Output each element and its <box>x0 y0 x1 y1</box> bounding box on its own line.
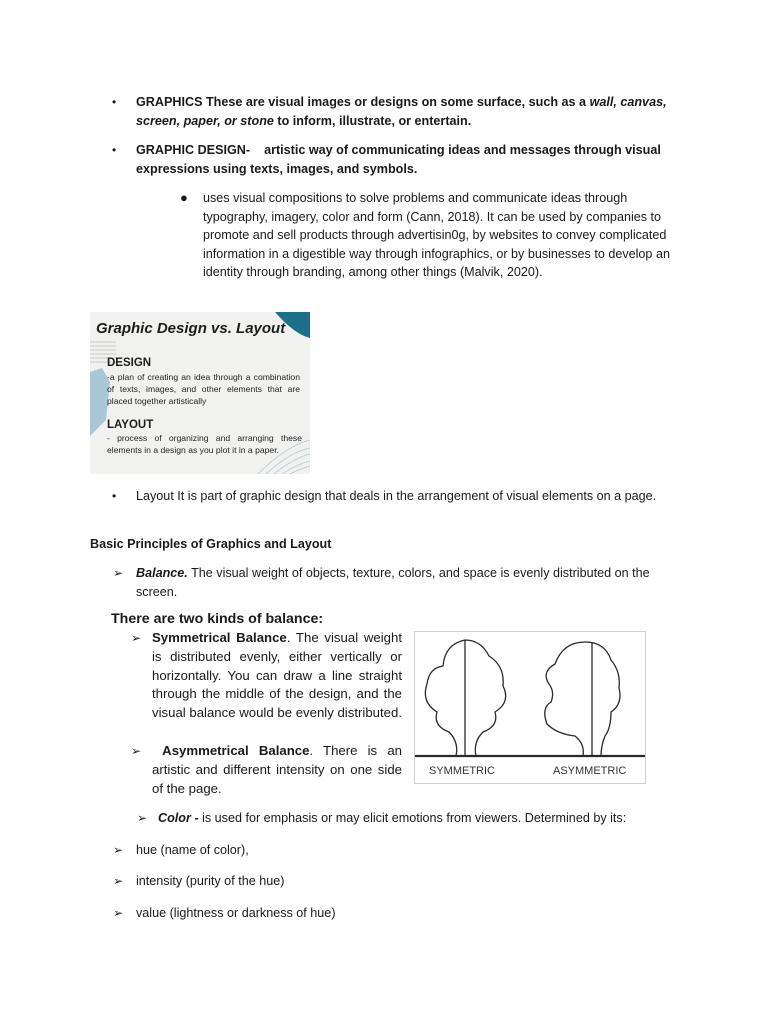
balance-kinds-heading: There are two kinds of balance: <box>111 611 324 627</box>
sub-bullet-marker: ● <box>180 190 188 205</box>
color-item-intensity: intensity (purity of the hue) <box>136 874 285 888</box>
color-item-value: value (lightness or darkness of hue) <box>136 906 336 920</box>
bullet-marker: • <box>112 489 117 503</box>
graphics-text-italic: wall, canvas, screen, paper, or stone <box>136 95 667 128</box>
arrow-marker: ➢ <box>131 744 142 758</box>
color-item-hue: hue (name of color), <box>136 843 249 857</box>
arrow-marker: ➢ <box>137 811 148 825</box>
graphic-design-definition <box>136 141 696 178</box>
figure-title: Graphic Design vs. Layout <box>96 320 286 337</box>
design-vs-layout-figure <box>90 312 310 474</box>
asymmetric-tree <box>545 642 620 756</box>
figure-design-text: -a plan of creating an idea through a combination of texts, images, and other elements that are placed together artistically <box>107 372 300 406</box>
figure-layout-heading: LAYOUT <box>107 419 154 431</box>
graphic-design-text: artistic way of communicating ideas and messages through visual expressions using texts, images, and symbols. <box>136 143 661 176</box>
section-heading: Basic Principles of Graphics and Layout <box>90 537 332 551</box>
graphics-definition <box>136 93 696 130</box>
balance-definition <box>136 564 676 601</box>
arrow-marker: ➢ <box>131 631 142 645</box>
arrow-marker: ➢ <box>113 566 124 580</box>
graphic-design-description: uses visual compositions to solve problems and communicate ideas through typography, imagery, color and form (Cann, 2018). It can be used by companies to promote and sell products through advertisin0g, by websites to convey complicated information in a digestible way through infographics, or by businesses to develop an identity through branding, among other things (Malvik, 2020). <box>203 191 670 280</box>
graphics-term: GRAPHICS <box>136 95 203 109</box>
figure-design-heading: DESIGN <box>107 357 152 369</box>
color-definition <box>158 809 678 828</box>
graphics-text-b: to inform, illustrate, or entertain. <box>273 113 472 128</box>
trees-illustration <box>415 632 645 783</box>
arrow-marker: ➢ <box>113 843 124 857</box>
symmetrical-text: . The visual weight is distributed evenly, either vertically or horizontally. You can draw a line straight through the middle of the design, and the visual balance would be evenly distributed. <box>152 630 402 721</box>
color-text: is used for emphasis or may elicit emotions from viewers. Determined by its: <box>198 811 627 825</box>
tree-label-asymmetric: ASYMMETRIC <box>553 765 627 777</box>
symmetrical-term: Symmetrical Balance <box>152 630 287 645</box>
layout-definition: Layout It is part of graphic design that deals in the arrangement of visual elements on a page. <box>136 489 657 503</box>
asymmetrical-text: . There is an artistic and different intensity on one side of the page. <box>152 743 402 796</box>
balance-term: Balance. <box>136 566 188 580</box>
tree-label-symmetric: SYMMETRIC <box>429 765 495 777</box>
bullet-marker: • <box>112 143 117 157</box>
symmetrical-balance <box>152 629 402 723</box>
asymmetrical-term: Asymmetrical Balance <box>162 743 310 758</box>
graphic-design-term: GRAPHIC DESIGN- <box>136 143 251 157</box>
bullet-marker: • <box>112 95 117 109</box>
figure-layout-text: - process of organizing and arranging these elements in a design as you plot it in a paper. <box>107 433 302 455</box>
arrow-marker: ➢ <box>113 874 124 888</box>
graphics-text-a: These are visual images or designs on some surface, such as a <box>202 95 590 109</box>
arrow-marker: ➢ <box>113 906 124 920</box>
asymmetrical-balance <box>152 742 402 798</box>
balance-trees-figure <box>414 631 646 784</box>
color-term: Color - <box>158 811 199 825</box>
balance-text: The visual weight of objects, texture, colors, and space is evenly distributed on the screen. <box>136 566 650 599</box>
